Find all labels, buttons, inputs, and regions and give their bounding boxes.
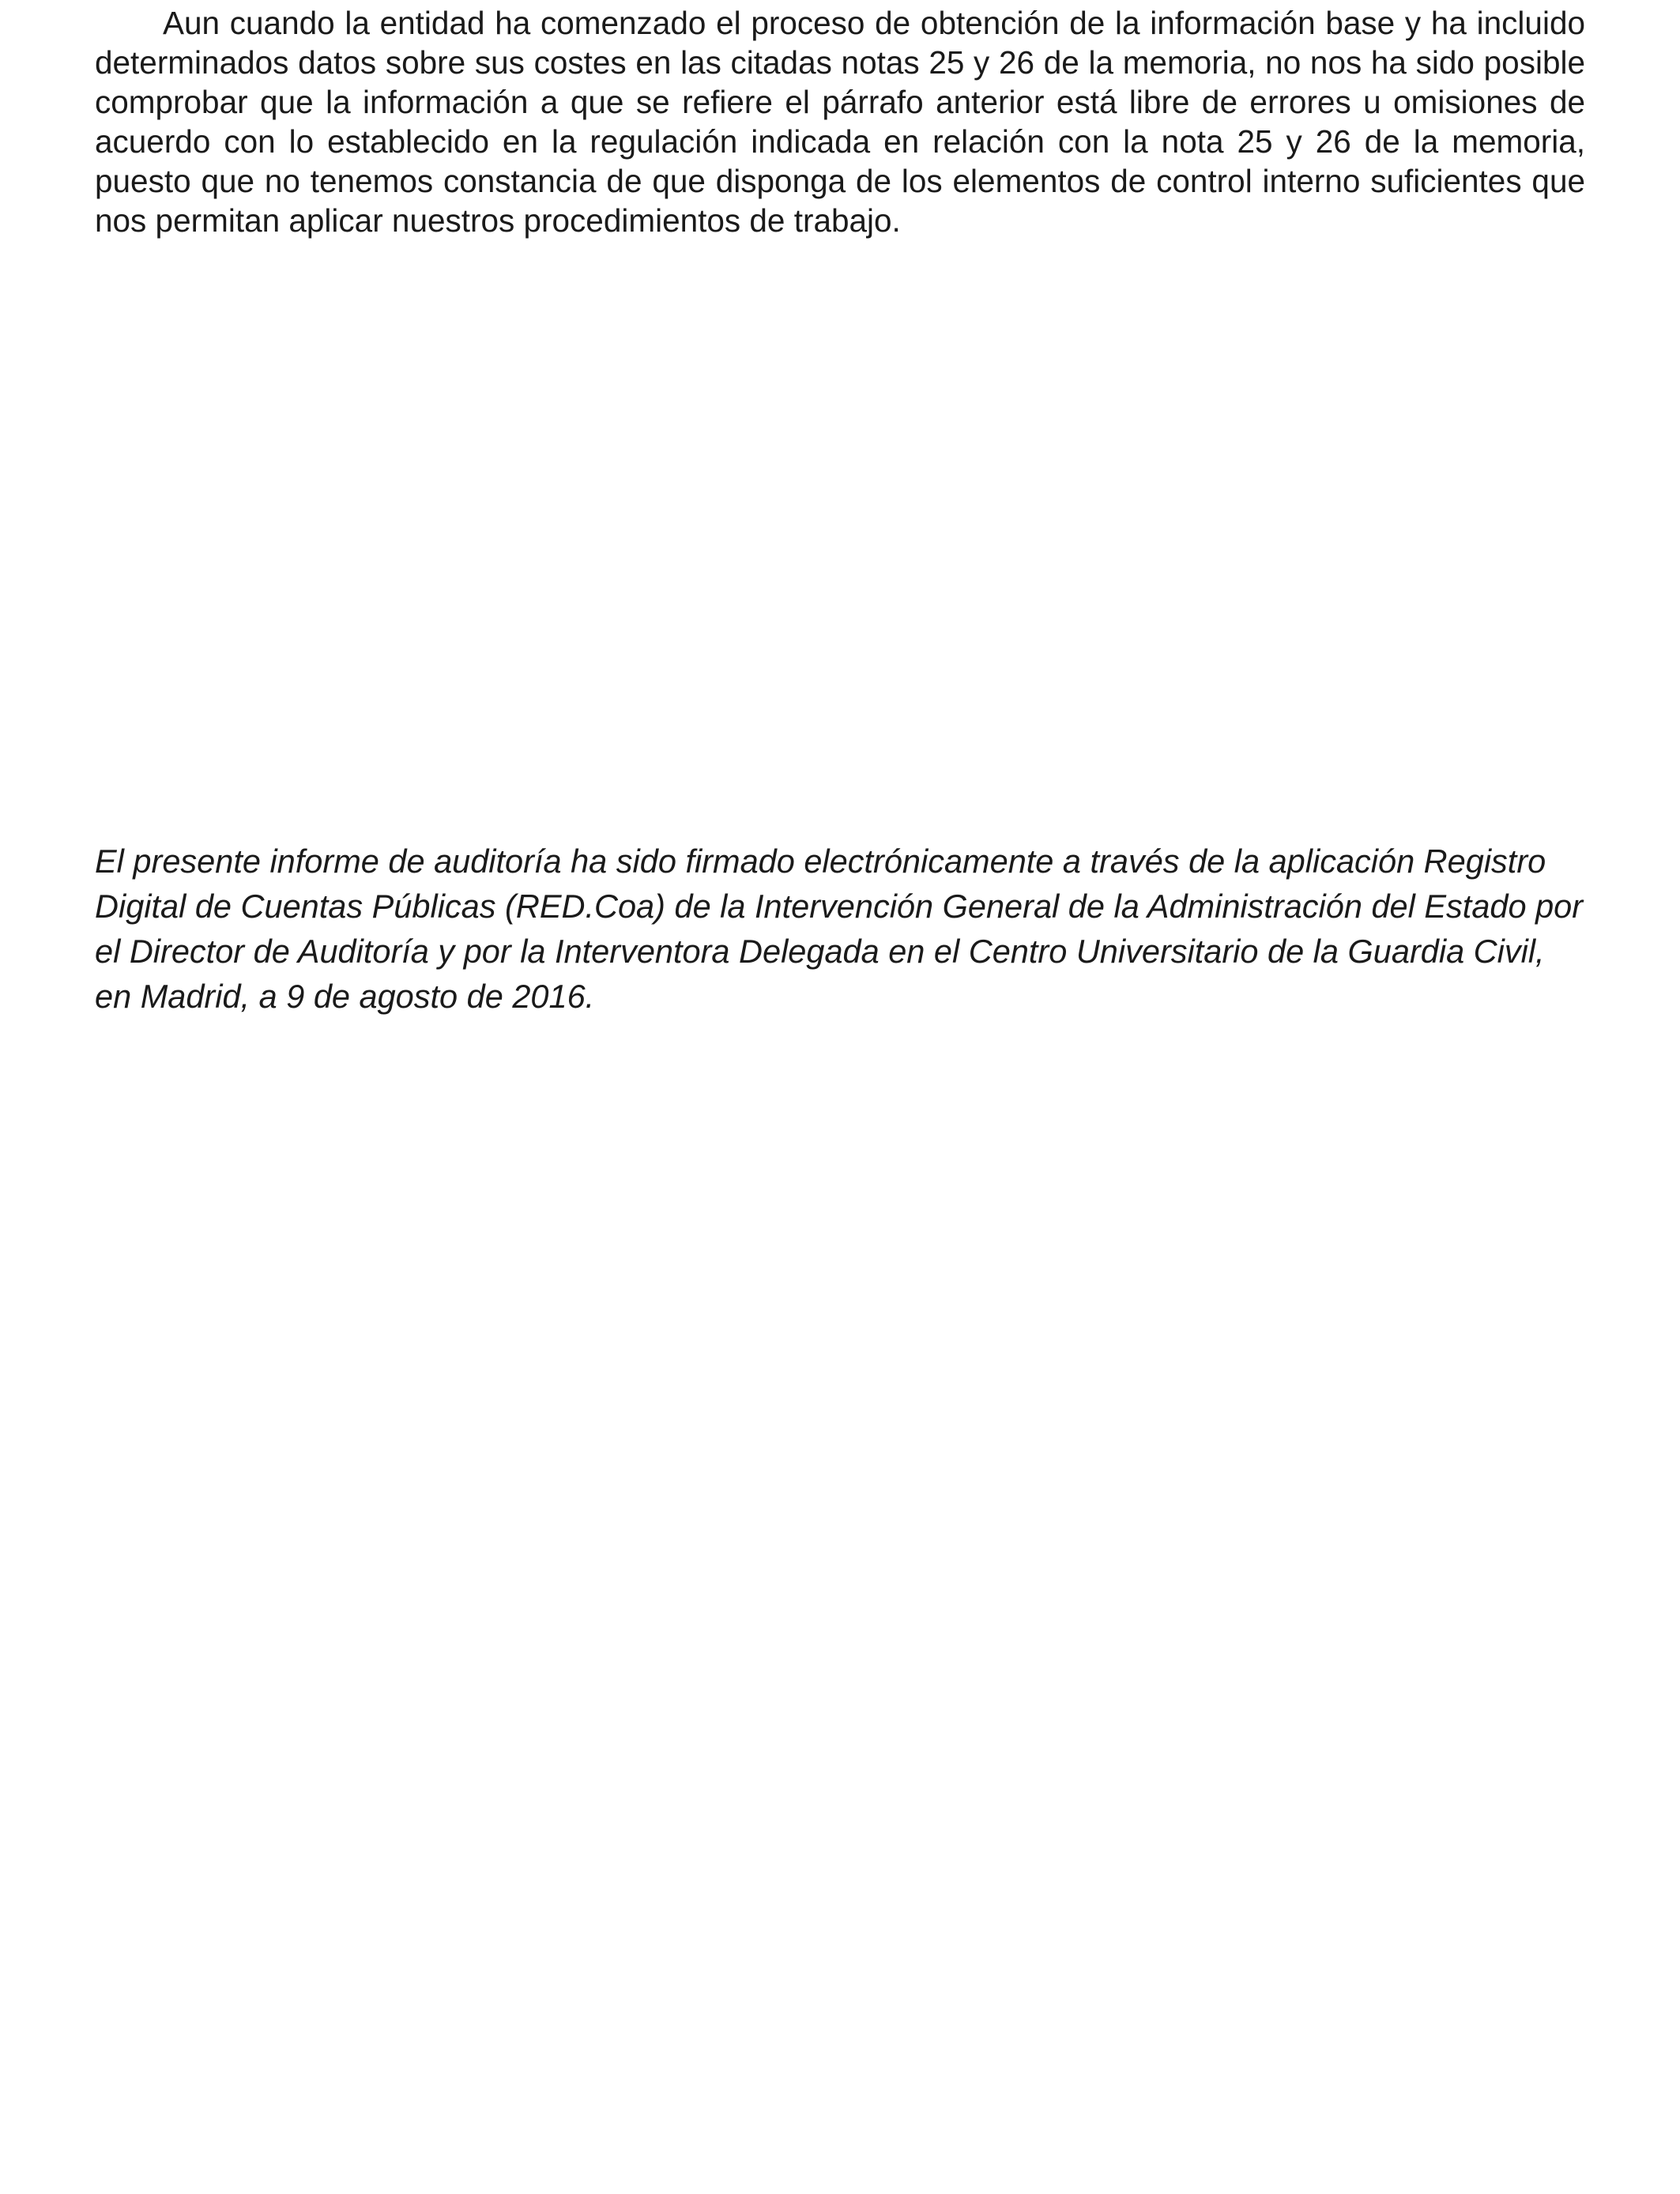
signature-note-paragraph: El presente informe de auditoría ha sido firmado electrónicamente a través de la aplicación Registro Digital de Cuentas Públicas (RED.Coa) de la Intervención General de la Administración del Estado por el Director de Auditoría y por la Interventora Delegada en el Centro Universitario de la Guardia Civil, en Madrid, a 9 de agosto de 2016. (95, 843, 1584, 1015)
body-paragraph-costs: Aun cuando la entidad ha comenzado el proceso de obtención de la información base y ha incluido determinados datos sobre sus costes en las citadas notas 25 y 26 de la memoria, no nos ha sido posible comprobar que la información a que se refiere el párrafo anterior está libre de errores u omisiones de acuerdo con lo establecido en la regulación indicada en relación con la nota 25 y 26 de la memoria, puesto que no tenemos constancia de que disponga de los elementos de control interno suficientes que nos permitan aplicar nuestros procedimientos de trabajo. (95, 5, 1585, 239)
